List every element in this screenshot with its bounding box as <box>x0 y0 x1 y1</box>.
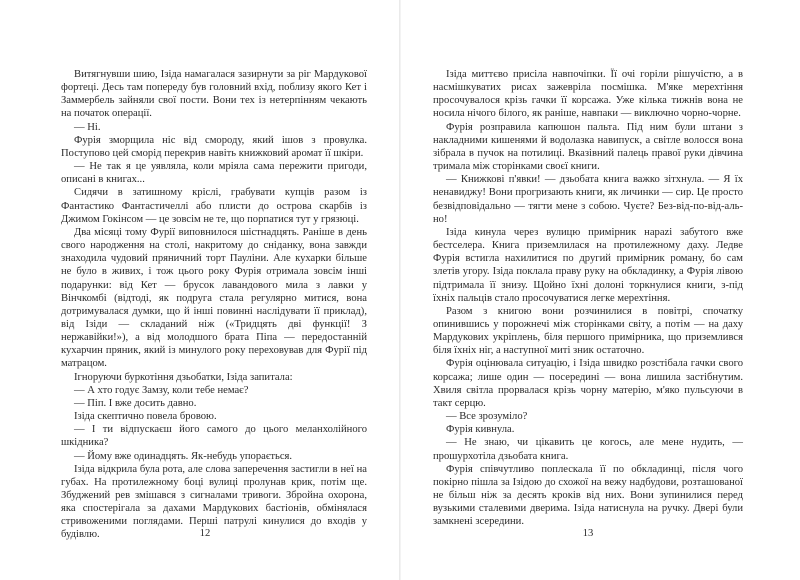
paragraph: — Не так я це уявляла, коли мріяла сама пережити пригоди, описані в книгах... <box>61 161 367 186</box>
paragraph: Фурія кивнула. <box>446 424 515 436</box>
paragraph: — Все зрозуміло? <box>446 411 528 423</box>
paragraph: Фурія оцінювала ситуацію, і Ізіда швидко розстібала гачки свого корсажа; лише один — посередині — вона лишила застібнутим. Хвиля світла прорвалася крізь чорну матерію, м'яко пульсуючи в такт серцю. <box>433 358 743 409</box>
paragraph: — І ти відпускаєш його самого до цього меланхолійного шкідника? <box>61 424 367 449</box>
paragraph: Сидячи в затишному кріслі, грабувати купців разом із Фантастико Фантастичеллі або плисти до острова скарбів із Джимом Гокінсом — це зовсім не те, що порпатися тут у грязюці. <box>61 187 367 225</box>
book-gutter <box>399 0 401 580</box>
paragraph: Разом з книгою вони розчинилися в повітрі, спочатку опинившись у порожнечі між сторінками світу, а потім — на даху Мардукових укріплень, біля першого примірника, що приземлився біля їхніх ніг, а наступної миті зник остаточно. <box>433 305 743 357</box>
paragraph: Фурія співчутливо поплескала її по обкладинці, після чого покірно пішла за Ізідою до схожої на вежу надбудови, розташованої не більш ніж за десять кроків від них. Вони зупинилися перед вузькими сталевими дверима. Ізіда натиснула на ручку. Двері були замкнені зсередини. <box>433 463 743 528</box>
paragraph: — Книжкові п'явки! — дзьобата книга важко зітхнула. — Я їх ненавиджу! Вони прогризають книги, як личинки — сир. Це просто безвідповідально — тягти мене з собою. Чуєте? Без-від-по-від-аль-но! <box>433 174 743 225</box>
page-number-right: 13 <box>582 528 594 539</box>
paragraph: Фурія розправила капюшон пальта. Під ним були штани з накладними кишенями й водолазка навипуск, а світле волосся вона зібрала в пучок на потилиці. Вказівний палець правої руки дівчина тримала між сторінками своєї книги. <box>433 121 743 173</box>
paragraph: Ігноруючи буркотіння дзьобатки, Ізіда запитала: <box>74 371 293 383</box>
paragraph: Витягнувши шию, Ізіда намагалася зазирнути за ріг Мардукової фортеці. Десь там попереду був головний вхід, поблизу якого Кет і Заммербель зайняли свої пости. Вони тех із нетерпінням чекають на початок операції. <box>61 69 367 120</box>
paragraph: Ізіда відкрила була рота, але слова заперечення застигли в неї на губах. На протилежному боці вулиці пролунав крик, потім ще. Збуджений рев змішався з сигналами тривоги. Збройна охорона, яка спостерігала за дахами Мардукових бастіонів, обмінялася стривоженими поглядами. Перші патрулі кинулися до входів у будівлю. <box>61 463 367 541</box>
paragraph: — Ні. <box>74 121 101 133</box>
paragraph: Ізіда скептично повела бровою. <box>74 411 217 423</box>
page-number-left: 12 <box>199 528 211 539</box>
paragraph: — Піп. І вже досить давно. <box>74 397 197 409</box>
right-page <box>433 68 743 528</box>
paragraph: Два місяці тому Фурії виповнилося шістнадцять. Раніше в день свого народження на столі, накритому до сніданку, вона завжди знаходила чудовий пряничний торт Пауліни. Але кухарки більше не було в живих, і тож цього року Фурія отримала зовсім інші подарунки: від Кет — брусок лавандового мила з лавки у Вінчкомбі (відтоді, як подруга стала регулярно митися, вона дотримувалася думки, що й інші повинні наслідувати її приклад), від Ізіди — складаний ніж («Тридцять дві функції! З нержавійки!»), а від молодшого брата Піпа — передостанній кухарчин пряник, який із минулого року переховував для Фурії під матрацом. <box>61 226 367 370</box>
paragraph: — А хто годує Замзу, коли тебе немає? <box>74 384 249 396</box>
paragraph: — Не знаю, чи цікавить це когось, але мене нудить, — прошурхотіла дзьобата книга. <box>433 437 743 462</box>
left-page <box>61 68 367 542</box>
paragraph: Фурія зморщила ніс від смороду, який ішов з провулка. Поступово цей сморід перекрив навіть книжковий аромат її шкіри. <box>61 134 367 159</box>
paragraph: — Йому вже одинадцять. Як-небудь упорається. <box>74 450 293 462</box>
paragraph: Ізіда кинула через вулицю примірник нарazi забутого вже бестселера. Книга приземлилася на протилежному даху. Ледве Фурія встигла нахилитися по другий примірник роману, бо сам злетів угору. Ізіда поклала праву руку на обкладинку, а Фурія лівою підтримала її знизу. Щойно їхні долоні торкнулися книги, з-під їхніх пальців стало просочуватися легке мерехтіння. <box>433 226 743 304</box>
paragraph: Ізіда миттєво присіла навпочіпки. Її очі горіли рішучістю, а в насмішкуватих рисах зажевріла посмішка. М'яке мерехтіння просочувалося крізь гачки її корсажа. Уже кілька тижнів вона не носила нічого білого, як раніше, навпаки — виключно чорно-чорне. <box>433 69 743 120</box>
